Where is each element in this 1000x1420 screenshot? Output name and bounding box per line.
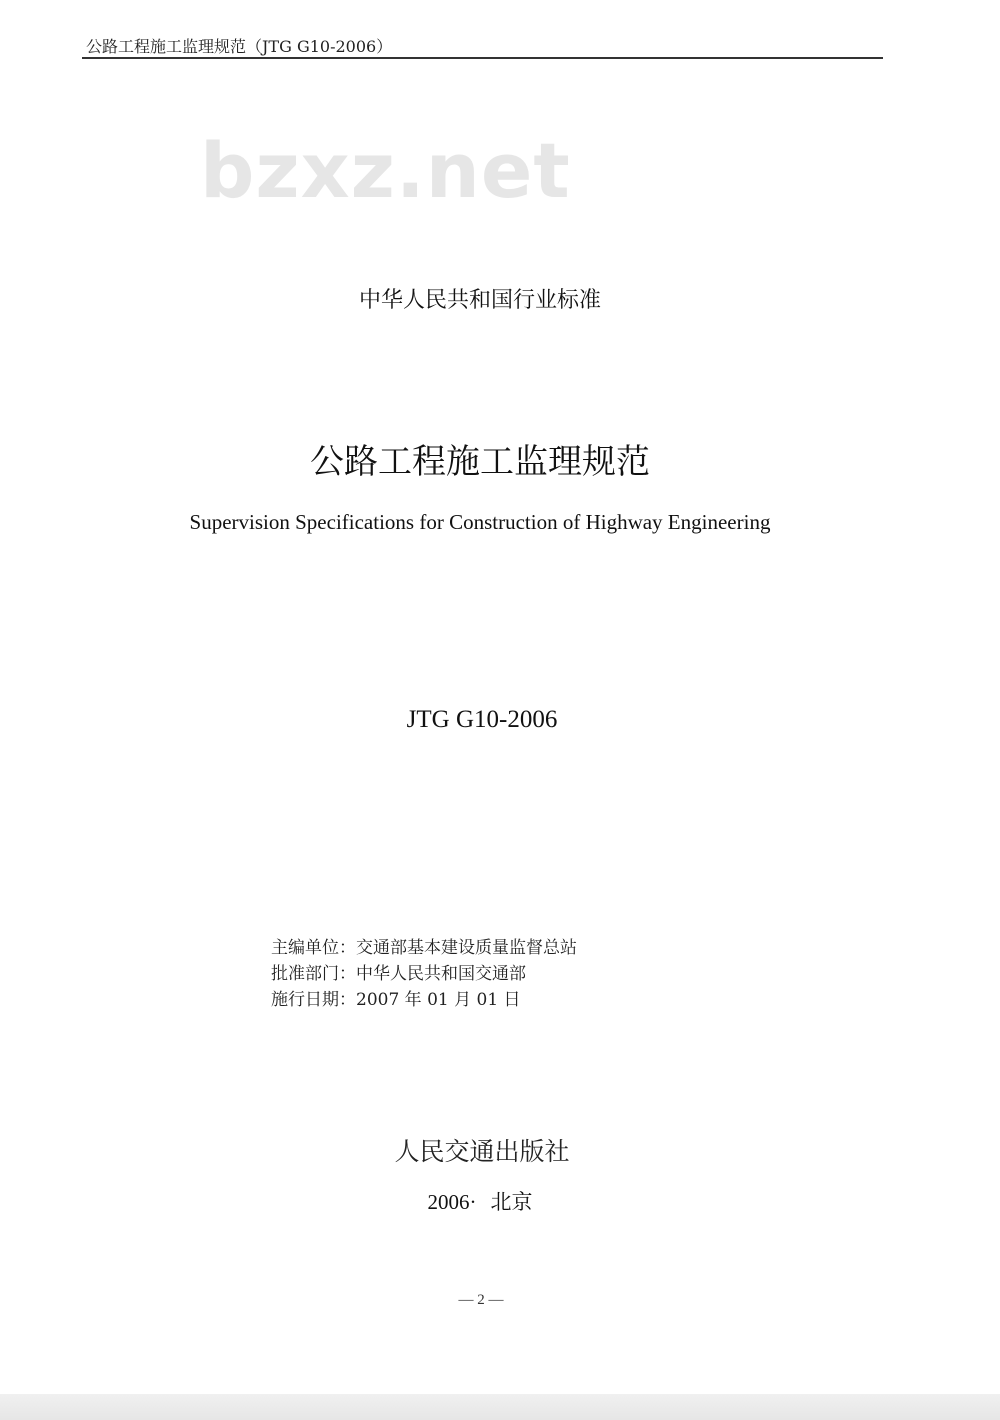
page-title: 公路工程施工监理规范	[310, 442, 650, 482]
watermark-logo: bzxz.net	[200, 126, 571, 215]
header-divider	[82, 57, 883, 59]
running-header: 公路工程施工监理规范（JTG G10-2006）	[86, 37, 393, 56]
publication-city: 北京	[490, 1190, 533, 1214]
page-number: — 2 —	[458, 1292, 504, 1308]
publisher: 人民交通出版社	[394, 1137, 570, 1166]
publication-year: 2006·	[427, 1190, 477, 1214]
viewer-bottom-edge	[0, 1394, 1000, 1420]
effective-date: 施行日期：2007 年 01 月 01 日	[271, 990, 521, 1010]
standard-code: JTG G10-2006	[406, 706, 558, 733]
approving-department: 批准部门：中华人民共和国交通部	[271, 964, 526, 984]
industry-standard-label: 中华人民共和国行业标准	[358, 288, 601, 313]
publication-place	[0, 1186, 980, 1216]
english-title: Supervision Specifications for Construction of Highway Engineering	[189, 510, 771, 534]
info-block	[271, 935, 577, 1013]
editor-unit: 主编单位：交通部基本建设质量监督总站	[271, 938, 577, 958]
